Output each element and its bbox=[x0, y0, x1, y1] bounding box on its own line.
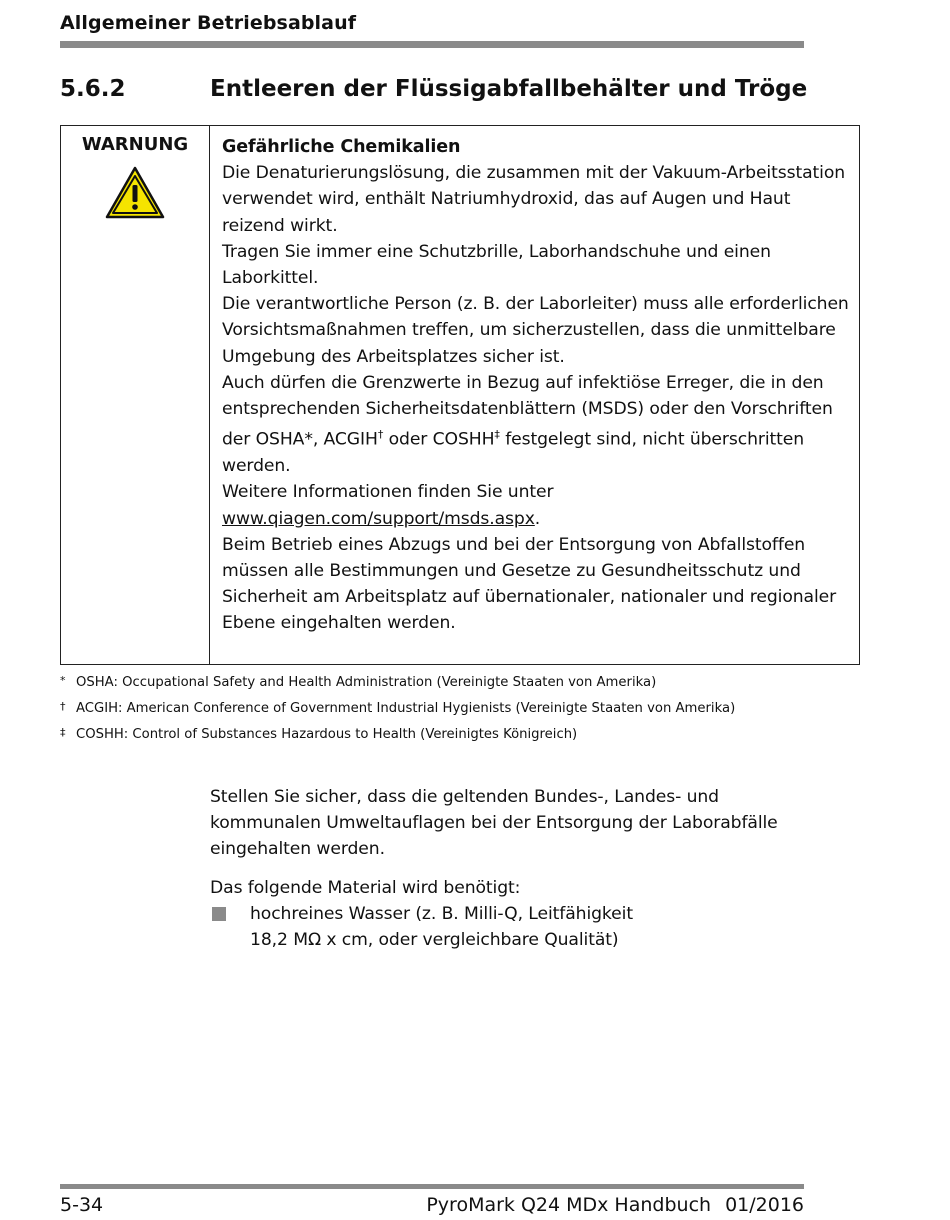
warning-box bbox=[60, 125, 860, 665]
manual-date: 01/2016 bbox=[725, 1194, 804, 1216]
warning-paragraph bbox=[222, 479, 849, 531]
body-paragraph: Das folgende Material wird benötigt: bbox=[210, 877, 521, 898]
warning-text: oder COSHH bbox=[383, 429, 495, 450]
section-title: Entleeren der Flüssigabfallbehälter und Tröge bbox=[210, 76, 808, 102]
footnote-mark: † bbox=[60, 700, 66, 714]
warning-text-cell bbox=[210, 126, 859, 664]
footer-title bbox=[426, 1194, 804, 1216]
warning-text: Auch dürfen die Grenzwerte in Bezug auf infektiöse Erreger, die in den entsprechenden Sicherheitsdatenblättern (MSDS) oder den Vorschriften der OSHA*, ACGIH bbox=[222, 372, 833, 450]
section-heading bbox=[60, 76, 860, 102]
list-item bbox=[210, 901, 810, 953]
footnote-text: ACGIH: American Conference of Government Industrial Hygienists (Vereinigte Staaten von Amerika) bbox=[76, 701, 736, 717]
warning-paragraph: Die Denaturierungslösung, die zusammen mit der Vakuum-Arbeitsstation verwendet wird, enthält Natriumhydroxid, das auf Augen und Haut reizend wirkt. bbox=[222, 163, 846, 236]
warning-paragraph: Beim Betrieb eines Abzugs und bei der Entsorgung von Abfallstoffen müssen alle Bestimmungen und Gesetze zu Gesundheitsschutz und Sicherheit am Arbeitsplatz auf übernationaler, nationaler und regionaler Ebene eingehalten werden. bbox=[222, 534, 837, 634]
double-dagger-mark: ‡ bbox=[494, 428, 500, 442]
manual-title: PyroMark Q24 MDx Handbuch bbox=[426, 1194, 712, 1216]
warning-paragraph: Tragen Sie immer eine Schutzbrille, Laborhandschuhe und einen Laborkittel. bbox=[222, 241, 771, 289]
body-text bbox=[210, 784, 810, 953]
warning-triangle-icon bbox=[104, 165, 166, 221]
body-paragraph: Stellen Sie sicher, dass die geltenden Bundes-, Landes- und kommunalen Umweltauflagen bei der Entsorgung der Laborabfälle eingehalten werden. bbox=[210, 787, 778, 860]
footnote bbox=[60, 670, 780, 696]
running-header: Allgemeiner Betriebsablauf bbox=[60, 12, 357, 34]
footnote-text: COSHH: Control of Substances Hazardous to Health (Vereinigtes Königreich) bbox=[76, 727, 578, 743]
warning-title: Gefährliche Chemikalien bbox=[222, 137, 461, 157]
footnote-mark: * bbox=[60, 674, 66, 687]
page-number: 5-34 bbox=[60, 1194, 104, 1216]
warning-paragraph: Die verantwortliche Person (z. B. der Laborleiter) muss alle erforderlichen Vorsichtsmaßnahmen treffen, um sicherzustellen, dass die unmittelbare Umgebung des Arbeitsplatzes sicher ist. bbox=[222, 294, 849, 367]
list-item-line: hochreines Wasser (z. B. Milli-Q, Leitfähigkeit bbox=[250, 903, 633, 924]
warning-text: festgelegt sind, nicht überschritten werden. bbox=[222, 429, 805, 477]
warning-label: WARNUNG bbox=[81, 134, 189, 155]
header-rule bbox=[60, 41, 804, 48]
footnote bbox=[60, 722, 780, 748]
warning-paragraph bbox=[222, 370, 849, 480]
footer-rule bbox=[60, 1184, 804, 1189]
warning-label-cell bbox=[61, 126, 210, 664]
section-number: 5.6.2 bbox=[60, 76, 126, 102]
footnote-mark: ‡ bbox=[60, 726, 66, 740]
footnote-text: OSHA: Occupational Safety and Health Administration (Vereinigte Staaten von Amerika) bbox=[76, 675, 657, 690]
bullet-square-icon bbox=[212, 907, 226, 921]
footnote bbox=[60, 696, 780, 722]
warning-text: Weitere Informationen finden Sie unter bbox=[222, 482, 554, 503]
msds-link[interactable]: www.qiagen.com/support/msds.aspx bbox=[222, 508, 535, 529]
warning-text: . bbox=[534, 508, 541, 529]
material-list bbox=[210, 901, 810, 953]
list-item-line: 18,2 MΩ x cm, oder vergleichbare Qualität) bbox=[250, 930, 619, 951]
dagger-mark: † bbox=[377, 428, 384, 442]
footnotes bbox=[60, 670, 780, 749]
